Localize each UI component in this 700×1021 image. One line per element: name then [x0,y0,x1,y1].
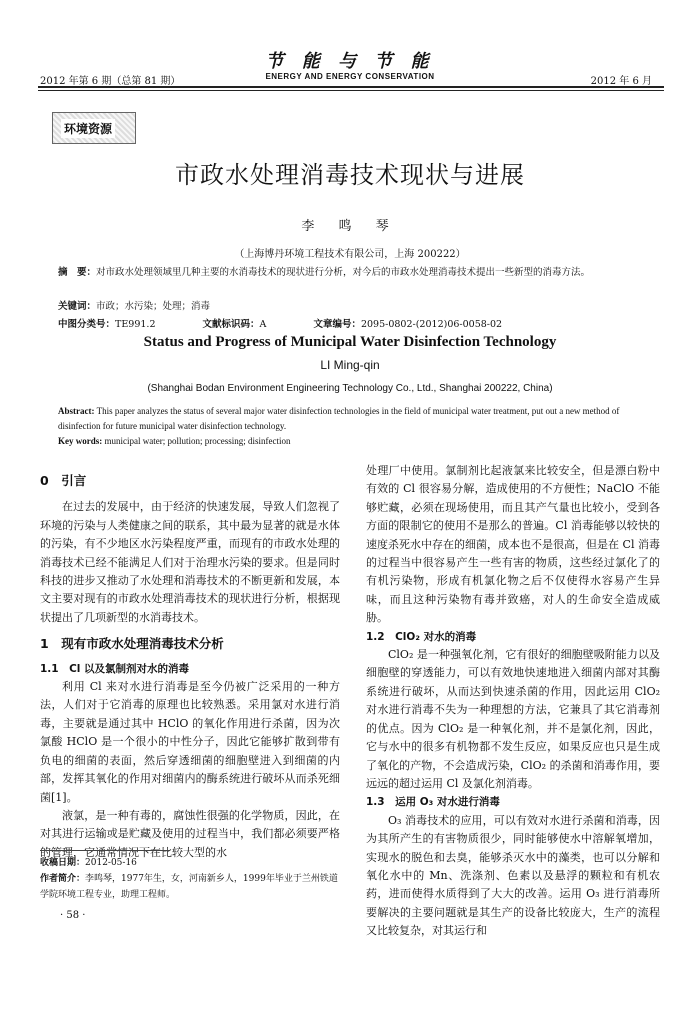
journal-name-cn: 节 能 与 节 能 [265,51,435,72]
footnote [40,855,340,903]
clc-number: 中图分类号：TE991.2 [58,319,156,330]
heading-introduction: 0 引言 [40,473,87,488]
paragraph-introduction: 在过去的发展中，由于经济的快速发展，导致人们忽视了环境的污染与人类健康之间的联系，其中最为显著的就是水体的污染，有不少地区水污染程度严重，而现有的市政水处理的消毒技术已经不能满足人们对于治理水污染的要求。但是同时科技的进步又推动了水处理和消毒技术的不断更新和发展，本文主要对现有的市政水处理消毒技术的现状进行分析，根据现状提出了几项新型的水消毒技术。 [40,500,340,624]
body-right-column [366,462,660,941]
affiliation-en: (Shanghai Bodan Environment Engineering Technology Co., Ltd., Shanghai 200222, China) [147,383,553,394]
body-left-column [40,472,340,862]
abstract-en-label: Abstract: [58,406,95,416]
keywords-cn-label: 关键词： [58,301,97,312]
received-date: 收稿日期：2012-05-16 [40,858,137,868]
page-number: · 58 · [60,910,86,921]
abstract-cn-label: 摘 要： [58,267,97,278]
paragraph-1-1-b: 液氯，是一种有毒的，腐蚀性很强的化学物质，因此，在对其进行运输或是贮藏及使用的过程当中，我们都必须要严格的管理，它通常情况下在比较大型的水 [40,808,340,859]
issue-info: 2012 年第 6 期（总第 81 期） [40,76,181,87]
author-en: LI Ming-qin [320,358,380,372]
keywords-en-text: municipal water; pollution; processing; disinfection [104,436,291,446]
section-tag [52,112,136,144]
section-tag-label: 环境资源 [61,119,115,138]
classification-row [58,316,546,330]
header-rule [38,86,664,88]
document-code: 文献标识码：A [202,319,267,330]
heading-section-1: 1 现有市政水处理消毒技术分析 [40,636,224,652]
abstract-en [58,404,648,449]
abstract-cn [58,264,648,281]
heading-section-1-1: 1.1 Cl 以及氯制剂对水的消毒 [40,662,190,675]
paragraph-1-3: O₃ 消毒技术的应用，可以有效对水进行杀菌和消毒，因为其所产生的有害物质很少，同时能够使水中溶解氧增加，实现水的脱色和去臭，能够杀灭水中的藻类，也可以分解和氧化水中的 Mn、洗涤剂、色素以及悬浮的颗粒和有机农药，进而使得水质得到了大大的改善。运用 O₃ 进行消毒所要解决的主要问题就是其生产的设备比较庞大，生产的流程又比较复杂，对其运行和 [366,813,660,938]
paragraph-continued: 处理厂中使用。氯制剂比起液氯来比较安全，但是漂白粉中有效的 Cl 很容易分解，造成使用的不方便性；NaClO 不能够贮藏，必须在现场使用，而且其产气量也比较小，受到各方面的限制它的使用不是那么的普遍。Cl 消毒能够以较快的速度杀死水中存在的细菌，成本也不是很高，但是在 Cl 消毒的过程当中很容易产生一些有害的物质，这些经过氯化了的有机污染物，形成有机氯化物之后不仅使得水容易产生异味，而且这种污染物有毒并致癌，对人的生命安全造成威胁。 [366,464,660,625]
paper-title-cn: 市政水处理消毒技术现状与进展 [175,161,525,189]
journal-name-en: ENERGY AND ENERGY CONSERVATION [265,72,435,81]
keywords-cn [58,298,210,312]
keywords-en-label: Key words: [58,436,103,446]
heading-section-1-2: 1.2 ClO₂ 对水的消毒 [366,630,477,643]
paper-title-en: Status and Progress of Municipal Water Disinfection Technology [143,334,557,350]
footnote-rule [40,850,170,851]
abstract-en-text: This paper analyzes the status of several major water disinfection technologies in the field of municipal water treatment, put out a new method of disinfection for future municipal water disinfection technology. [58,406,620,431]
affiliation-cn: （上海博丹环境工程技术有限公司，上海 200222） [234,249,466,260]
author-cn: 李 鸣 琴 [301,219,399,234]
article-number: 文章编号：2095-0802-(2012)06-0058-02 [313,319,503,330]
keywords-cn-text: 市政；水污染；处理；消毒 [96,301,211,312]
heading-section-1-3: 1.3 运用 O₃ 对水进行消毒 [366,796,500,809]
author-bio: 作者简介：李鸣琴，1977年生，女，河南新乡人，1999年毕业于兰州铁道学院环境工程专业，助理工程师。 [40,874,338,900]
header-rule-thin [38,90,664,91]
issue-date: 2012 年 6 月 [590,76,652,87]
paragraph-1-2: ClO₂ 是一种强氧化剂，它有很好的细胞壁吸附能力以及细胞壁的穿透能力，可以有效地快速地进入细菌内部对其酶系统进行破坏，从而达到快速杀菌的作用，因此运用 ClO₂ 对水进行消毒不失为一种理想的方法，它兼具了其它消毒剂的优点。因为 ClO₂ 是一种氧化剂，并不是氯化剂，因此，它与水中的很多有机物都不发生反应，如果反应也只是生成了氧化的产物，不会造成污染，ClO₂ 的杀菌和消毒作用，要远远的超过运用 Cl 及氯化剂消毒。 [366,648,660,790]
paragraph-1-1-a: 利用 Cl 来对水进行消毒是至今仍被广泛采用的一种方法，人们对于它消毒的原理也比较熟悉。采用氯对水进行消毒，主要就是通过其中 HClO 的氧化作用进行杀菌，因为次氯酸 HClO 是一个很小的中性分子，因此它能够扩散到带有负电的细菌的表面，然后穿透细菌的细胞壁进入到细菌的内部，发挥其氧化的作用对细菌内的酶系统进行破坏从而杀死细菌[1]。 [40,680,340,804]
abstract-cn-text: 对市政水处理领域里几种主要的水消毒技术的现状进行分析，对今后的市政水处理消毒技术提出一些新型的消毒方法。 [96,267,591,278]
